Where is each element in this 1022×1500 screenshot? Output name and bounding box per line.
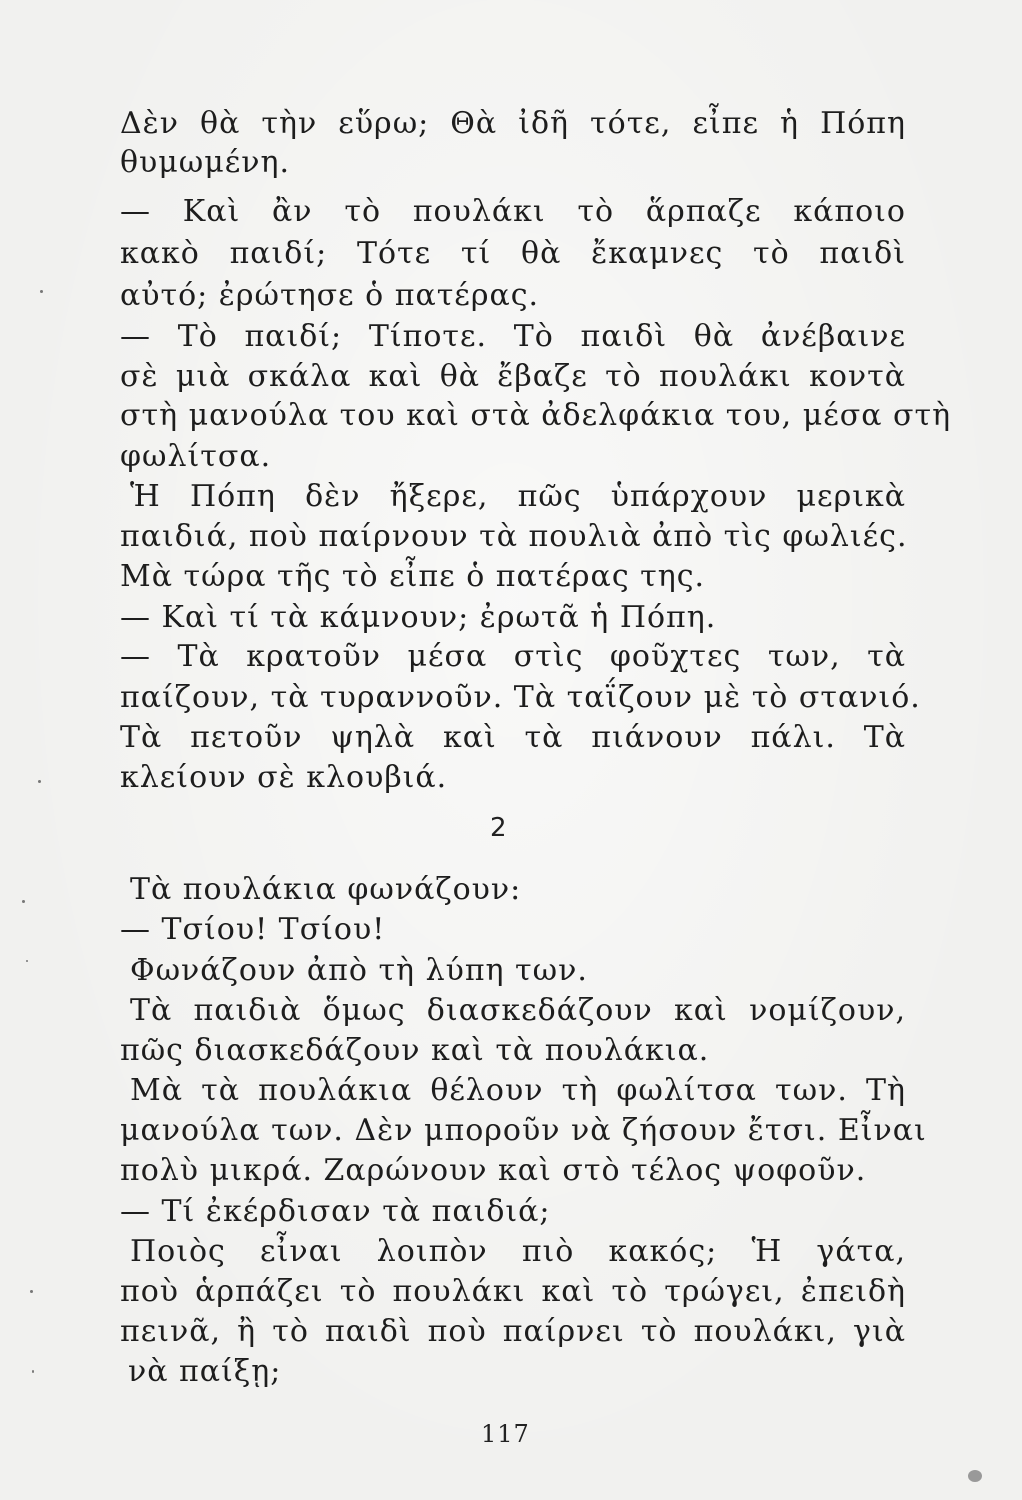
text-line: — Καὶ ἂν τὸ πουλάκι τὸ ἅρπαζε κάποιο	[120, 194, 906, 229]
text-line: Φωνάζουν ἀπὸ τὴ λύπη των.	[130, 953, 588, 988]
text-line: Τὰ πετοῦν ψηλὰ καὶ τὰ πιάνουν πάλι. Τὰ	[120, 720, 906, 755]
text-line: παίζουν, τὰ τυραννοῦν. Τὰ ταΐζουν μὲ τὸ στανιό.	[120, 680, 921, 715]
text-line: νὰ παίξῃ;	[128, 1354, 282, 1389]
scan-speck	[40, 290, 43, 293]
text-line: ποὺ ἁρπάζει τὸ πουλάκι καὶ τὸ τρώγει, ἐπειδὴ	[120, 1274, 906, 1309]
text-line: Ποιὸς εἶναι λοιπὸν πιὸ κακός; Ἡ γάτα,	[130, 1234, 906, 1269]
scan-speck	[968, 1470, 982, 1482]
text-line: — Τὰ κρατοῦν μέσα στὶς φοῦχτες των, τὰ	[120, 639, 906, 674]
text-line: Μὰ τώρα τῆς τὸ εἶπε ὁ πατέρας της.	[120, 559, 706, 594]
text-line: πῶς διασκεδάζουν καὶ τὰ πουλάκια.	[120, 1033, 710, 1068]
text-line: Τὰ παιδιὰ ὅμως διασκεδάζουν καὶ νομίζουν,	[130, 993, 906, 1028]
scan-speck	[32, 1370, 34, 1373]
text-line: κακὸ παιδί; Τότε τί θὰ ἔκαμνες τὸ παιδὶ	[120, 236, 906, 271]
scan-speck	[22, 900, 25, 903]
text-line: Τὰ πουλάκια φωνάζουν:	[130, 872, 522, 907]
text-line: Μὰ τὰ πουλάκια θέλουν τὴ φωλίτσα των. Τὴ	[130, 1073, 906, 1108]
section-heading: 2	[490, 813, 507, 843]
text-line: Ἡ Πόπη δὲν ἤξερε, πῶς ὑπάρχουν μερικὰ	[130, 479, 906, 514]
text-line: — Τὸ παιδί; Τίποτε. Τὸ παιδὶ θὰ ἀνέβαινε	[120, 319, 906, 354]
text-line: σὲ μιὰ σκάλα καὶ θὰ ἔβαζε τὸ πουλάκι κοντὰ	[120, 359, 906, 394]
text-line: — Τί ἐκέρδισαν τὰ παιδιά;	[120, 1194, 551, 1229]
text-line: — Καὶ τί τὰ κάμνουν; ἐρωτᾶ ἡ Πόπη.	[120, 600, 717, 635]
scan-speck	[38, 780, 41, 783]
text-line: φωλίτσα.	[120, 439, 272, 474]
text-line: Δὲν θὰ τὴν εὕρω; Θὰ ἰδῆ τότε, εἶπε ἡ Πόπη	[120, 106, 906, 141]
page-number: 117	[481, 1420, 530, 1448]
text-line: θυμωμένη.	[120, 145, 291, 180]
text-line: μανούλα των. Δὲν μποροῦν νὰ ζήσουν ἔτσι. Εἶναι	[120, 1113, 927, 1148]
text-line: κλείουν σὲ κλουβιά.	[120, 760, 448, 795]
scan-speck	[26, 960, 28, 962]
scan-speck	[30, 1290, 33, 1293]
text-line: πεινᾶ, ἢ τὸ παιδὶ ποὺ παίρνει τὸ πουλάκι, γιὰ	[120, 1314, 906, 1349]
text-line: — Τσίου! Τσίου!	[120, 912, 386, 947]
text-line: αὐτό; ἐρώτησε ὁ πατέρας.	[120, 278, 540, 313]
text-line: παιδιά, ποὺ παίρνουν τὰ πουλιὰ ἀπὸ τὶς φωλιές.	[120, 519, 908, 554]
text-line: πολὺ μικρά. Ζαρώνουν καὶ στὸ τέλος ψοφοῦν.	[120, 1153, 867, 1188]
text-line: στὴ μανούλα του καὶ στὰ ἀδελφάκια του, μέσα στὴ	[120, 398, 952, 433]
